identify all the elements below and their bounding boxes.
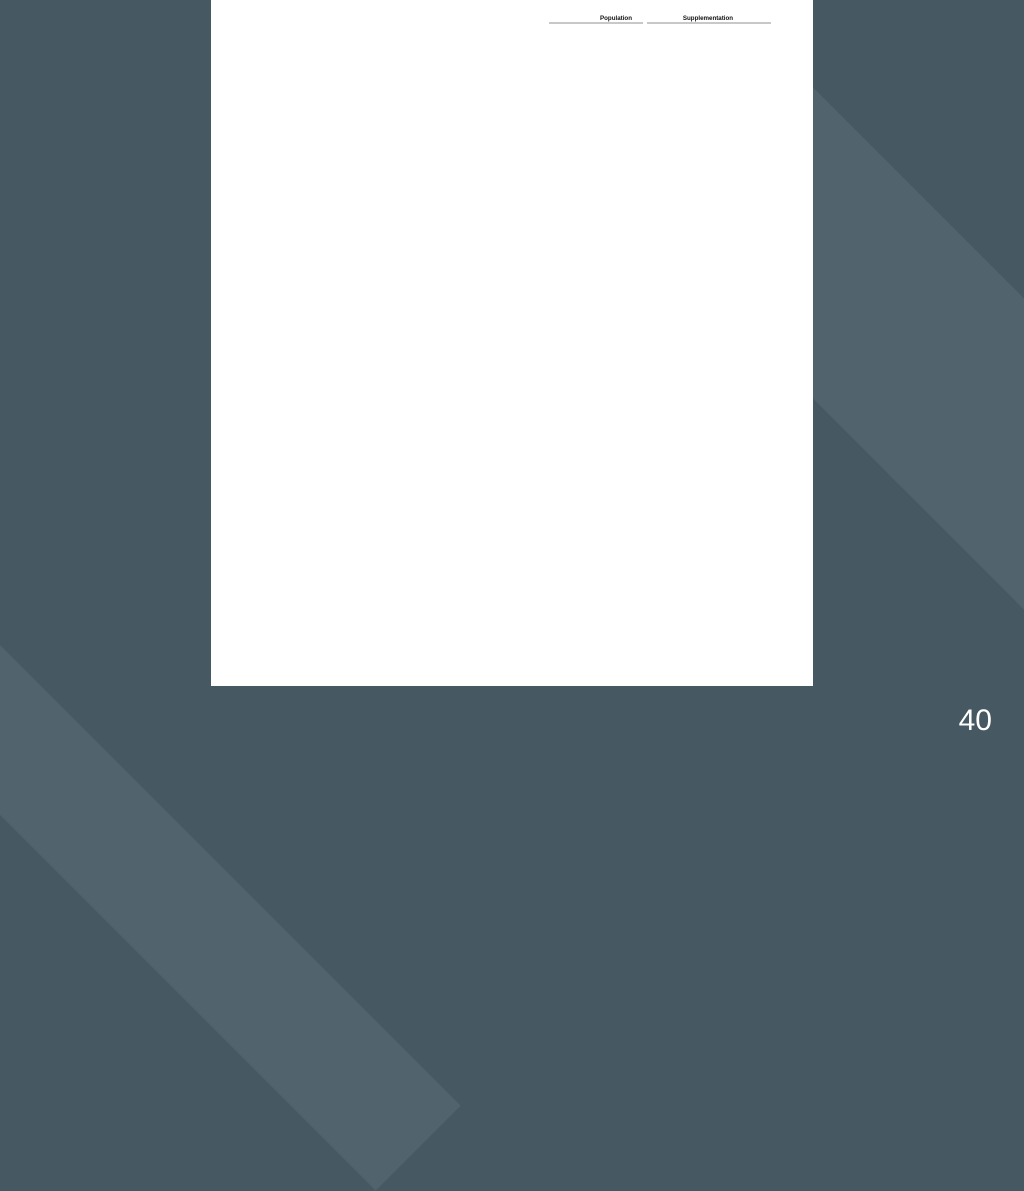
forest-plot-svg [211,0,813,686]
header-supplementation: Supplementation [682,15,734,22]
slide-number: 40 [958,704,992,737]
forest-plot-figure [211,0,813,686]
header-population: Population [600,15,632,22]
